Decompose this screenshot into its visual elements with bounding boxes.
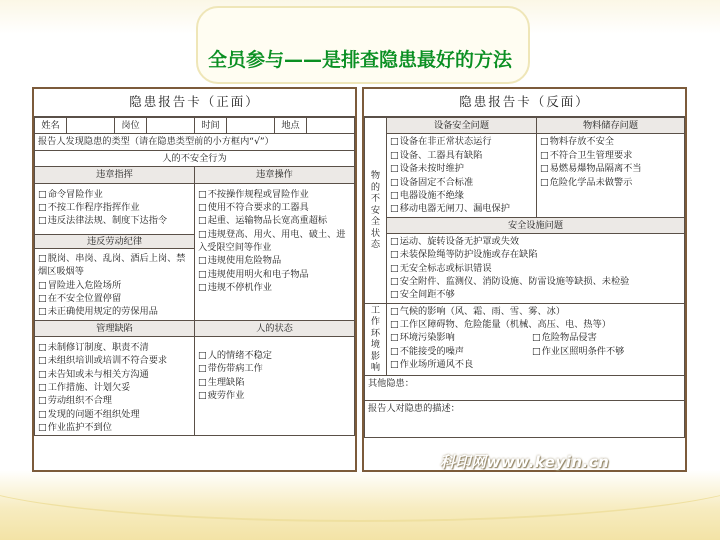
back-card-table	[364, 117, 685, 437]
human-state-list	[195, 336, 355, 435]
position-field[interactable]	[147, 118, 195, 134]
front-card-title: 隐患报告卡（正面）	[34, 89, 355, 117]
equipment-list	[387, 134, 537, 217]
environment-label: 工作环境影响	[365, 303, 387, 375]
checkbox-item[interactable]: □ 冒险进入危险场所	[38, 279, 191, 292]
violation-command-list	[35, 183, 195, 320]
checkbox-item[interactable]: □ 未装保险绳等防护设施或存在缺陷	[390, 248, 681, 261]
checkbox-item[interactable]: □ 危险物品侵害	[532, 331, 624, 344]
checkbox-item[interactable]: □ 人的情绪不稳定	[198, 349, 351, 362]
front-card-table	[34, 117, 355, 436]
violation-operation-heading: 违章操作	[195, 167, 355, 183]
slide-bottom-band	[0, 470, 720, 540]
checkbox-item[interactable]: □ 违规使用危险物品	[198, 254, 351, 267]
management-heading: 管理缺陷	[35, 320, 195, 336]
checkbox-item[interactable]: □ 安全附件、监测仪、消防设施、防雷设施等缺损、未检验	[390, 275, 681, 288]
checkbox-item[interactable]: □ 生理缺陷	[198, 376, 351, 389]
checkbox-item[interactable]: □ 违规不停机作业	[198, 281, 351, 294]
checkbox-item[interactable]: □ 作业场所通风不良	[390, 358, 532, 371]
equipment-heading: 设备安全问题	[387, 118, 537, 134]
watermark-text: 科印网www.keyin.cn	[440, 453, 610, 471]
checkbox-item[interactable]: □ 不按工作程序指挥作业	[38, 201, 191, 214]
hazard-card-back	[362, 87, 687, 472]
human-state-heading: 人的状态	[195, 320, 355, 336]
checkbox-item[interactable]: □ 不能接受的噪声	[390, 345, 532, 358]
violation-command-heading: 违章指挥	[35, 167, 195, 183]
checkbox-item[interactable]: □ 使用不符合要求的工器具	[198, 201, 351, 214]
checkbox-item[interactable]: □ 违规登高、用火、用电、破土、进入受限空间等作业	[198, 228, 351, 255]
checkbox-item[interactable]: □ 易燃易爆物品隔离不当	[540, 162, 681, 175]
location-field[interactable]	[307, 118, 355, 134]
checkbox-item[interactable]: □ 运动、旋转设备无护罩或失效	[390, 235, 681, 248]
checkbox-item[interactable]: □ 环境污染影响	[390, 331, 532, 344]
name-field[interactable]	[67, 118, 115, 134]
name-label: 姓名	[35, 118, 67, 134]
storage-list	[537, 134, 685, 217]
other-hazards-label: 其他隐患：	[368, 377, 414, 389]
checkbox-item[interactable]: □ 设备在非正常状态运行	[390, 135, 533, 148]
violation-operation-list	[195, 183, 355, 320]
violation-discipline-heading: 违反劳动纪律	[35, 234, 194, 249]
checkbox-item[interactable]: □ 在不安全位置停留	[38, 292, 191, 305]
checkbox-item[interactable]: □ 劳动组织不合理	[38, 394, 191, 407]
checkbox-item[interactable]: □ 未告知或未与相关方沟通	[38, 368, 191, 381]
checkbox-item[interactable]: □ 发现的问题不组织处理	[38, 408, 191, 421]
checkbox-item[interactable]: □ 违反法律法规、制度下达指令	[38, 214, 191, 227]
checkbox-item[interactable]: □ 疲劳作业	[198, 389, 351, 402]
checkbox-item[interactable]: □ 移动电器无闸刀、漏电保护	[390, 202, 533, 215]
position-label: 岗位	[115, 118, 147, 134]
instruction-text: 报告人发现隐患的类型（请在隐患类型前的小方框内“√”）	[35, 134, 355, 150]
back-card-title: 隐患报告卡（反面）	[364, 89, 685, 117]
description-field[interactable]	[365, 400, 685, 437]
checkbox-item[interactable]: □ 设备固定不合标准	[390, 176, 533, 189]
object-unsafe-label: 物的不安全状态	[365, 118, 387, 303]
time-label: 时间	[195, 118, 227, 134]
checkbox-item[interactable]: □ 带伤带病工作	[198, 362, 351, 375]
time-field[interactable]	[227, 118, 275, 134]
environment-list	[387, 303, 685, 375]
management-list	[35, 336, 195, 435]
checkbox-item[interactable]: □ 不按操作规程或冒险作业	[198, 188, 351, 201]
checkbox-item[interactable]: □ 设备、工器具有缺陷	[390, 149, 533, 162]
checkbox-item[interactable]: □ 未制修订制度、职责不清	[38, 341, 191, 354]
checkbox-item[interactable]: □ 安全间距不够	[390, 288, 681, 301]
checkbox-item[interactable]: □ 不符合卫生管理要求	[540, 149, 681, 162]
location-label: 地点	[275, 118, 307, 134]
checkbox-item[interactable]: □ 未组织培训或培训不符合要求	[38, 354, 191, 367]
other-hazards-field[interactable]	[365, 375, 685, 400]
safety-facility-heading: 安全设施问题	[387, 217, 685, 233]
slide-title: 全员参与——是排查隐患最好的方法	[207, 49, 512, 71]
hazard-card-front	[32, 87, 357, 472]
checkbox-item[interactable]: □ 物料存放不安全	[540, 135, 681, 148]
info-row	[35, 118, 355, 134]
checkbox-item[interactable]: □ 脱岗、串岗、乱岗、酒后上岗、禁烟区吸烟等	[38, 252, 191, 279]
checkbox-item[interactable]: □ 违规使用明火和电子物品	[198, 268, 351, 281]
checkbox-item[interactable]: □ 电器设施不绝缘	[390, 189, 533, 202]
storage-heading: 物料储存问题	[537, 118, 685, 134]
checkbox-item[interactable]: □ 工作区障碍物、危险能量（机械、高压、电、热等）	[390, 318, 681, 331]
unsafe-behavior-heading: 人的不安全行为	[35, 150, 355, 166]
description-label: 报告人对隐患的描述：	[368, 402, 460, 414]
checkbox-item[interactable]: □ 未正确使用规定的劳保用品	[38, 305, 191, 318]
checkbox-item[interactable]: □ 危险化学品未做警示	[540, 176, 681, 189]
checkbox-item[interactable]: □ 命令冒险作业	[38, 188, 191, 201]
checkbox-item[interactable]: □ 作业区照明条件不够	[532, 345, 624, 358]
safety-facility-list	[387, 233, 685, 303]
checkbox-item[interactable]: □ 设备未按时维护	[390, 162, 533, 175]
checkbox-item[interactable]: □ 气候的影响（风、霜、雨、雪、雾、冰）	[390, 305, 681, 318]
checkbox-item[interactable]: □ 作业监护不到位	[38, 421, 191, 434]
checkbox-item[interactable]: □ 工作措施、计划欠妥	[38, 381, 191, 394]
checkbox-item[interactable]: □ 起重、运输物品长宽高重超标	[198, 214, 351, 227]
checkbox-item[interactable]: □ 无安全标志或标识错误	[390, 262, 681, 275]
